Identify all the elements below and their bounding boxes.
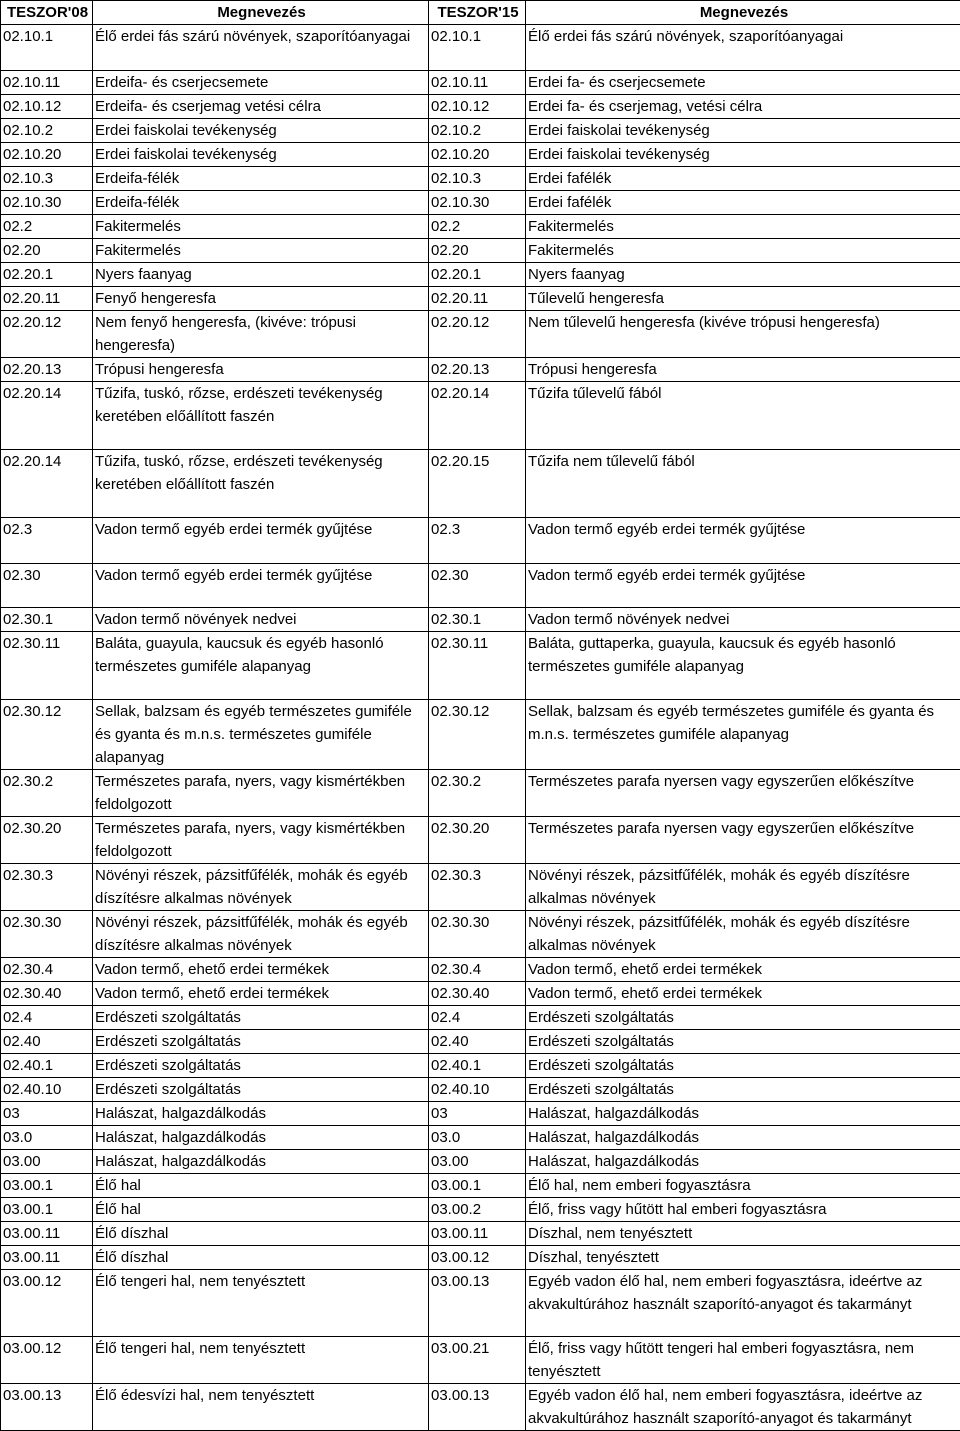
cell-teszor15-name: Baláta, guttaperka, guayula, kaucsuk és egyéb hasonló természetes gumiféle alapanyag	[526, 632, 960, 700]
table-row	[1, 358, 960, 382]
cell-teszor08-name: Élő erdei fás szárú növények, szaporítóanyagai	[93, 25, 429, 71]
cell-teszor15-name: Növényi részek, pázsitfűfélék, mohák és egyéb díszítésre alkalmas növények	[526, 864, 960, 911]
cell-teszor15-name: Vadon termő egyéb erdei termék gyűjtése	[526, 564, 960, 608]
cell-teszor08-name: Természetes parafa, nyers, vagy kismértékben feldolgozott	[93, 770, 429, 817]
table-row	[1, 1270, 960, 1337]
cell-teszor15-code: 02.30.12	[429, 700, 526, 770]
cell-teszor08-name: Élő díszhal	[93, 1246, 429, 1270]
table-row	[1, 95, 960, 119]
table-row	[1, 119, 960, 143]
cell-teszor08-code: 03.00.12	[1, 1337, 93, 1384]
cell-teszor15-code: 02.10.3	[429, 167, 526, 191]
cell-teszor08-code: 03.0	[1, 1126, 93, 1150]
cell-teszor08-name: Fakitermelés	[93, 239, 429, 263]
table-row	[1, 911, 960, 958]
cell-teszor15-name: Élő, friss vagy hűtött hal emberi fogyasztásra	[526, 1198, 960, 1222]
cell-teszor08-name: Élő hal	[93, 1198, 429, 1222]
cell-teszor15-code: 02.40	[429, 1030, 526, 1054]
cell-teszor15-name: Egyéb vadon élő hal, nem emberi fogyasztásra, ideértve az akvakultúrához használt szaporító-anyagot és takarmányt	[526, 1384, 960, 1431]
cell-teszor15-name: Erdészeti szolgáltatás	[526, 1006, 960, 1030]
cell-teszor08-code: 02.20.14	[1, 450, 93, 518]
cell-teszor08-code: 02.3	[1, 518, 93, 564]
cell-teszor08-code: 03.00.1	[1, 1174, 93, 1198]
cell-teszor15-code: 02.30.11	[429, 632, 526, 700]
table-row	[1, 864, 960, 911]
cell-teszor15-name: Természetes parafa nyersen vagy egyszerűen előkészítve	[526, 817, 960, 864]
cell-teszor15-name: Élő, friss vagy hűtött tengeri hal emberi fogyasztásra, nem tenyésztett	[526, 1337, 960, 1384]
table-row	[1, 1150, 960, 1174]
cell-teszor15-code: 03.00.2	[429, 1198, 526, 1222]
cell-teszor08-name: Halászat, halgazdálkodás	[93, 1150, 429, 1174]
cell-teszor15-code: 02.10.20	[429, 143, 526, 167]
cell-teszor08-code: 02.40.1	[1, 1054, 93, 1078]
cell-teszor08-name: Fakitermelés	[93, 215, 429, 239]
cell-teszor15-code: 02.30.2	[429, 770, 526, 817]
table-row	[1, 1337, 960, 1384]
table-row	[1, 817, 960, 864]
table-row	[1, 311, 960, 358]
cell-teszor15-code: 02.30.4	[429, 958, 526, 982]
cell-teszor15-code: 02.20	[429, 239, 526, 263]
cell-teszor08-name: Vadon termő, ehető erdei termékek	[93, 958, 429, 982]
cell-teszor08-code: 02.30.11	[1, 632, 93, 700]
cell-teszor15-name: Erdészeti szolgáltatás	[526, 1078, 960, 1102]
cell-teszor08-name: Sellak, balzsam és egyéb természetes gumiféle és gyanta és m.n.s. természetes gumiféle alapanyag	[93, 700, 429, 770]
cell-teszor08-name: Erdeifa- és cserjemag vetési célra	[93, 95, 429, 119]
cell-teszor15-name: Erdészeti szolgáltatás	[526, 1030, 960, 1054]
cell-teszor15-name: Nem tűlevelű hengeresfa (kivéve trópusi hengeresfa)	[526, 311, 960, 358]
cell-teszor15-name: Erdészeti szolgáltatás	[526, 1054, 960, 1078]
cell-teszor15-name: Természetes parafa nyersen vagy egyszerűen előkészítve	[526, 770, 960, 817]
table-row	[1, 143, 960, 167]
cell-teszor08-code: 02.30	[1, 564, 93, 608]
cell-teszor15-name: Halászat, halgazdálkodás	[526, 1150, 960, 1174]
cell-teszor08-name: Trópusi hengeresfa	[93, 358, 429, 382]
header-name-08: Megnevezés	[93, 1, 429, 25]
cell-teszor15-code: 03	[429, 1102, 526, 1126]
cell-teszor08-name: Fenyő hengeresfa	[93, 287, 429, 311]
cell-teszor15-code: 03.00.21	[429, 1337, 526, 1384]
cell-teszor15-name: Fakitermelés	[526, 215, 960, 239]
cell-teszor15-name: Erdei faiskolai tevékenység	[526, 143, 960, 167]
table-row	[1, 71, 960, 95]
cell-teszor15-name: Vadon termő növények nedvei	[526, 608, 960, 632]
cell-teszor15-name: Erdei fafélék	[526, 167, 960, 191]
cell-teszor08-name: Nem fenyő hengeresfa, (kivéve: trópusi hengeresfa)	[93, 311, 429, 358]
cell-teszor15-code: 02.20.15	[429, 450, 526, 518]
cell-teszor08-name: Erdészeti szolgáltatás	[93, 1078, 429, 1102]
table-row	[1, 25, 960, 71]
cell-teszor08-code: 02.20.12	[1, 311, 93, 358]
cell-teszor08-name: Élő édesvízi hal, nem tenyésztett	[93, 1384, 429, 1431]
cell-teszor08-code: 02.10.20	[1, 143, 93, 167]
cell-teszor08-name: Élő tengeri hal, nem tenyésztett	[93, 1337, 429, 1384]
cell-teszor08-code: 02.2	[1, 215, 93, 239]
cell-teszor15-code: 02.30.3	[429, 864, 526, 911]
cell-teszor08-code: 03.00.1	[1, 1198, 93, 1222]
cell-teszor15-code: 02.30	[429, 564, 526, 608]
cell-teszor08-code: 03.00.13	[1, 1384, 93, 1431]
table-row	[1, 287, 960, 311]
table-row	[1, 1246, 960, 1270]
cell-teszor08-name: Vadon termő növények nedvei	[93, 608, 429, 632]
cell-teszor08-code: 02.20.11	[1, 287, 93, 311]
cell-teszor08-name: Élő tengeri hal, nem tenyésztett	[93, 1270, 429, 1337]
table-row	[1, 564, 960, 608]
cell-teszor08-name: Vadon termő egyéb erdei termék gyűjtése	[93, 518, 429, 564]
cell-teszor08-code: 02.10.12	[1, 95, 93, 119]
cell-teszor08-code: 02.10.30	[1, 191, 93, 215]
table-body	[1, 25, 960, 1431]
cell-teszor08-code: 02.30.4	[1, 958, 93, 982]
cell-teszor15-code: 02.20.13	[429, 358, 526, 382]
cell-teszor08-name: Erdei faiskolai tevékenység	[93, 119, 429, 143]
cell-teszor08-name: Erdeifa-félék	[93, 167, 429, 191]
cell-teszor15-name: Díszhal, tenyésztett	[526, 1246, 960, 1270]
table-row	[1, 700, 960, 770]
cell-teszor08-name: Erdészeti szolgáltatás	[93, 1006, 429, 1030]
cell-teszor08-code: 03.00.11	[1, 1222, 93, 1246]
table-row	[1, 167, 960, 191]
cell-teszor15-code: 03.00.12	[429, 1246, 526, 1270]
cell-teszor15-code: 03.0	[429, 1126, 526, 1150]
cell-teszor08-code: 03.00.11	[1, 1246, 93, 1270]
cell-teszor08-code: 02.30.3	[1, 864, 93, 911]
header-name-15: Megnevezés	[526, 1, 960, 25]
cell-teszor08-code: 02.30.1	[1, 608, 93, 632]
cell-teszor08-name: Tűzifa, tuskó, rőzse, erdészeti tevékenység keretében előállított faszén	[93, 382, 429, 450]
cell-teszor15-name: Trópusi hengeresfa	[526, 358, 960, 382]
cell-teszor08-code: 02.20	[1, 239, 93, 263]
cell-teszor15-code: 02.30.20	[429, 817, 526, 864]
cell-teszor15-name: Erdei fa- és cserjemag, vetési célra	[526, 95, 960, 119]
cell-teszor08-code: 02.30.20	[1, 817, 93, 864]
cell-teszor15-name: Erdei faiskolai tevékenység	[526, 119, 960, 143]
cell-teszor15-name: Díszhal, nem tenyésztett	[526, 1222, 960, 1246]
cell-teszor15-name: Vadon termő egyéb erdei termék gyűjtése	[526, 518, 960, 564]
cell-teszor15-code: 02.30.30	[429, 911, 526, 958]
table-row	[1, 770, 960, 817]
table-row	[1, 1102, 960, 1126]
table-row	[1, 450, 960, 518]
cell-teszor08-name: Nyers faanyag	[93, 263, 429, 287]
cell-teszor15-code: 02.10.2	[429, 119, 526, 143]
cell-teszor08-code: 02.10.11	[1, 71, 93, 95]
table-row	[1, 1198, 960, 1222]
cell-teszor15-name: Fakitermelés	[526, 239, 960, 263]
table-row	[1, 632, 960, 700]
table-row	[1, 958, 960, 982]
cell-teszor15-code: 03.00.11	[429, 1222, 526, 1246]
table-row	[1, 191, 960, 215]
table-row	[1, 518, 960, 564]
cell-teszor08-name: Halászat, halgazdálkodás	[93, 1102, 429, 1126]
cell-teszor15-name: Halászat, halgazdálkodás	[526, 1126, 960, 1150]
cell-teszor08-code: 02.40.10	[1, 1078, 93, 1102]
cell-teszor15-code: 02.30.40	[429, 982, 526, 1006]
header-row	[1, 1, 960, 25]
cell-teszor08-code: 02.10.1	[1, 25, 93, 71]
table-row	[1, 382, 960, 450]
cell-teszor08-name: Erdészeti szolgáltatás	[93, 1030, 429, 1054]
cell-teszor08-code: 02.4	[1, 1006, 93, 1030]
cell-teszor08-code: 02.30.12	[1, 700, 93, 770]
table-row	[1, 1054, 960, 1078]
table-row	[1, 1030, 960, 1054]
cell-teszor15-code: 02.3	[429, 518, 526, 564]
cell-teszor15-code: 03.00.13	[429, 1384, 526, 1431]
table-row	[1, 215, 960, 239]
cell-teszor15-name: Erdei fafélék	[526, 191, 960, 215]
cell-teszor15-code: 02.40.10	[429, 1078, 526, 1102]
header-teszor08: TESZOR'08	[1, 1, 93, 25]
cell-teszor15-code: 02.4	[429, 1006, 526, 1030]
table-row	[1, 1384, 960, 1431]
cell-teszor15-name: Növényi részek, pázsitfűfélék, mohák és egyéb díszítésre alkalmas növények	[526, 911, 960, 958]
cell-teszor08-name: Növényi részek, pázsitfűfélék, mohák és egyéb díszítésre alkalmas növények	[93, 911, 429, 958]
cell-teszor15-name: Halászat, halgazdálkodás	[526, 1102, 960, 1126]
cell-teszor08-name: Erdeifa-félék	[93, 191, 429, 215]
cell-teszor08-code: 02.30.2	[1, 770, 93, 817]
cell-teszor15-code: 02.20.11	[429, 287, 526, 311]
header-teszor15: TESZOR'15	[429, 1, 526, 25]
cell-teszor08-name: Erdei faiskolai tevékenység	[93, 143, 429, 167]
cell-teszor15-name: Nyers faanyag	[526, 263, 960, 287]
cell-teszor15-name: Sellak, balzsam és egyéb természetes gumiféle és gyanta és m.n.s. természetes gumiféle alapanyag	[526, 700, 960, 770]
cell-teszor08-name: Élő díszhal	[93, 1222, 429, 1246]
cell-teszor08-name: Tűzifa, tuskó, rőzse, erdészeti tevékenység keretében előállított faszén	[93, 450, 429, 518]
cell-teszor15-name: Erdei fa- és cserjecsemete	[526, 71, 960, 95]
cell-teszor08-name: Erdeifa- és cserjecsemete	[93, 71, 429, 95]
cell-teszor08-name: Természetes parafa, nyers, vagy kismértékben feldolgozott	[93, 817, 429, 864]
cell-teszor08-name: Vadon termő egyéb erdei termék gyűjtése	[93, 564, 429, 608]
cell-teszor15-name: Tűzifa nem tűlevelű fából	[526, 450, 960, 518]
table-row	[1, 1126, 960, 1150]
cell-teszor08-code: 02.30.30	[1, 911, 93, 958]
cell-teszor15-name: Élő hal, nem emberi fogyasztásra	[526, 1174, 960, 1198]
cell-teszor15-code: 02.20.1	[429, 263, 526, 287]
cell-teszor08-code: 02.20.1	[1, 263, 93, 287]
cell-teszor08-name: Vadon termő, ehető erdei termékek	[93, 982, 429, 1006]
cell-teszor15-code: 02.10.11	[429, 71, 526, 95]
cell-teszor15-name: Egyéb vadon élő hal, nem emberi fogyasztásra, ideértve az akvakultúrához használt szaporító-anyagot és takarmányt	[526, 1270, 960, 1337]
cell-teszor08-code: 03.00.12	[1, 1270, 93, 1337]
cell-teszor15-name: Tűzifa tűlevelű fából	[526, 382, 960, 450]
cell-teszor15-code: 02.10.30	[429, 191, 526, 215]
cell-teszor08-code: 02.10.3	[1, 167, 93, 191]
cell-teszor08-code: 03.00	[1, 1150, 93, 1174]
table-row	[1, 982, 960, 1006]
table-row	[1, 608, 960, 632]
cell-teszor08-code: 02.20.14	[1, 382, 93, 450]
table-row	[1, 263, 960, 287]
table-row	[1, 1222, 960, 1246]
cell-teszor15-name: Tűlevelű hengeresfa	[526, 287, 960, 311]
cell-teszor08-code: 02.40	[1, 1030, 93, 1054]
cell-teszor08-name: Erdészeti szolgáltatás	[93, 1054, 429, 1078]
cell-teszor15-code: 02.2	[429, 215, 526, 239]
cell-teszor08-name: Halászat, halgazdálkodás	[93, 1126, 429, 1150]
cell-teszor08-code: 03	[1, 1102, 93, 1126]
table-row	[1, 1174, 960, 1198]
cell-teszor15-code: 02.10.12	[429, 95, 526, 119]
cell-teszor15-code: 02.10.1	[429, 25, 526, 71]
cell-teszor15-code: 02.30.1	[429, 608, 526, 632]
cell-teszor08-name: Növényi részek, pázsitfűfélék, mohák és egyéb díszítésre alkalmas növények	[93, 864, 429, 911]
table-row	[1, 1006, 960, 1030]
cell-teszor15-code: 02.40.1	[429, 1054, 526, 1078]
cell-teszor15-name: Vadon termő, ehető erdei termékek	[526, 982, 960, 1006]
cell-teszor15-name: Élő erdei fás szárú növények, szaporítóanyagai	[526, 25, 960, 71]
cell-teszor08-code: 02.30.40	[1, 982, 93, 1006]
cell-teszor08-code: 02.10.2	[1, 119, 93, 143]
cell-teszor08-code: 02.20.13	[1, 358, 93, 382]
cell-teszor15-code: 02.20.12	[429, 311, 526, 358]
cell-teszor15-code: 03.00.13	[429, 1270, 526, 1337]
cell-teszor15-code: 03.00	[429, 1150, 526, 1174]
table-row	[1, 239, 960, 263]
cell-teszor15-name: Vadon termő, ehető erdei termékek	[526, 958, 960, 982]
cell-teszor08-name: Baláta, guayula, kaucsuk és egyéb hasonló természetes gumiféle alapanyag	[93, 632, 429, 700]
table-row	[1, 1078, 960, 1102]
cell-teszor15-code: 03.00.1	[429, 1174, 526, 1198]
cell-teszor08-name: Élő hal	[93, 1174, 429, 1198]
cell-teszor15-code: 02.20.14	[429, 382, 526, 450]
